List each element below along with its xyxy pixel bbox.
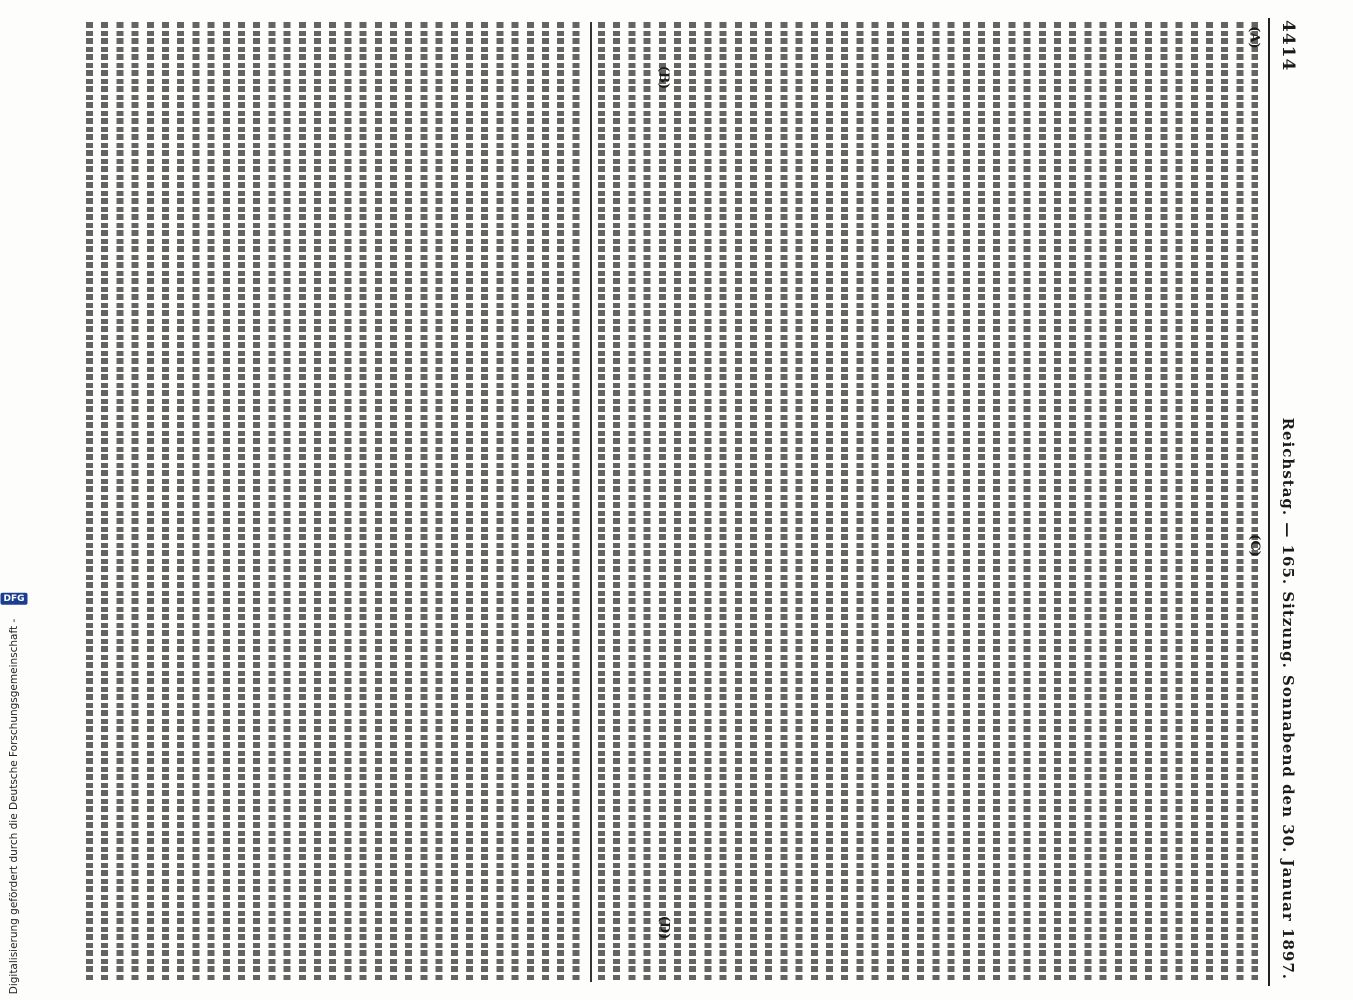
digitization-credit bbox=[4, 0, 24, 1000]
fraktur-text-lines bbox=[86, 22, 586, 982]
dfg-logo: DFG bbox=[0, 593, 27, 605]
text-column-left bbox=[598, 22, 1258, 982]
margin-marker-c: (C) bbox=[1246, 534, 1262, 557]
page-header bbox=[1268, 0, 1308, 1000]
text-column-right bbox=[86, 22, 586, 982]
header-rule bbox=[1268, 18, 1270, 986]
credit-text: Digitalisierung gefördert durch die Deutsche Forschungsgemeinschaft - bbox=[8, 618, 20, 995]
margin-marker-b: (B) bbox=[656, 65, 672, 90]
column-divider bbox=[590, 22, 592, 982]
margin-marker-d: (D) bbox=[656, 915, 672, 940]
fraktur-text-lines bbox=[598, 22, 1258, 982]
margin-marker-a: (A) bbox=[1246, 26, 1262, 49]
running-head: Reichstag. — 165. Sitzung. Sonnabend den 30. Januar 1897. bbox=[1279, 417, 1297, 980]
page-number: 4414 bbox=[1278, 20, 1298, 72]
